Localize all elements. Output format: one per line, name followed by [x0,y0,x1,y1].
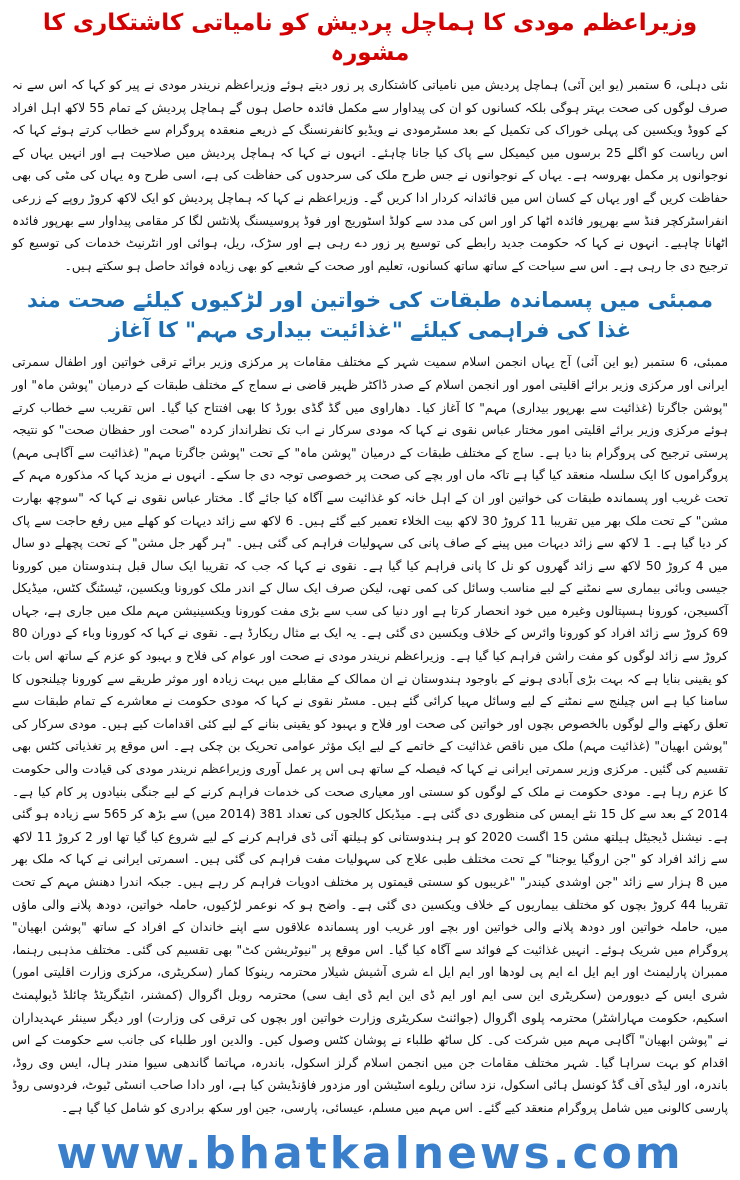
article-2-headline: ممبئی میں پسماندہ طبقات کی خواتین اور لڑکیوں کیلئے صحت مند غذا کی فراہمی کیلئے "غذائیت بیداری مہم" کا آغاز [26,288,714,343]
article-1-headline: وزیراعظم مودی کا ہماچل پردیش کو نامیاتی کاشتکاری کا مشورہ [42,10,698,66]
article-2-body: ممبئی، 6 ستمبر (یو این آئی) آج یہاں انجمن اسلام سمیت شہر کے مختلف مقامات پر مرکزی وزیر برائے ترقی خواتین اور اطفال سمرتی ایرانی اور مرکزی وزیر برائے اقلیتی امور اور انجمن اسلام کے صدر ڈاکٹر ظہیر قاضی نے سماج کے مختلف طبقات کے درمیان "پوشن ماہ" اور "پوشن جاگرتا (غذائیت سے بھرپور بیداری) مہم" کا آغاز کیا۔ دھاراوی میں گڈ گڈی بورڈ کا بھی افتتاح کیا گیا۔ اس تقریب سے خطاب کرتے ہوئے مرکزی وزیر برائے اقلیتی امور مختار عباس نقوی نے کہا کہ مودی سرکار نے اب تک نظرانداز کردہ "صحت اور حفظان صحت" کو نتیجہ پرستی ترجیح کی پروگرام بنا دیا ہے۔ ساج کے مختلف طبقات کے درمیان "پوشن ماہ" کے تحت "پوشن جاگرتا مہم" (غذائیت سے آگاہی مہم) پروگراموں کا ایک سلسلہ منعقد کیا گیا ہے تاکہ ماں اور بچے کی صحت پر خصوصی توجہ دی جا سکے۔ انہوں نے مزید کہا کہ مذکورہ مہم کے تحت غریب اور پسماندہ طبقات کی خواتین اور ان کے اہل خانہ کو غذائیت سے آگاہ کیا جائے گا۔ مختار عباس نقوی نے کہا کہ "سوچھ بھارت مشن" کے تحت ملک بھر میں تقریبا 11 کروڑ 30 لاکھ بیت الخلاء تعمیر کیے گئے ہیں۔ 6 لاکھ سے زائد دیہات کو کھلے میں رفع حاجت سے پاک کر دیا گیا ہے۔ 1 لاکھ سے زائد دیہات میں پینے کے صاف پانی کی سہولیات فراہم کی گئی ہیں۔ "ہر گھر جل مشن" کے تحت پچھلے دو سال میں 4 کروڑ 50 لاکھ سے زائد گھروں کو نل کا پانی فراہم کیا گیا ہے۔ نقوی نے کہا کہ جب کہ تقریبا ایک سال قبل ہندوستان میں کورونا جیسی وبائی بیماری سے نمٹنے کے لیے مناسب وسائل کی کمی تھی، لیکن صرف ایک سال کے اندر ملک کورونا ویکسین، ٹیسٹنگ کٹس، میڈیکل آکسیجن، کورونا ہسپتالوں وغیرہ میں خود انحصار کرتا ہے اور دنیا کی سب سے بڑی مفت کورونا ویکسینیشن مہم ملک میں جاری ہے، جہاں 69 کروڑ سے زائد افراد کو کورونا وائرس کے خلاف ویکسین دی گئی ہے۔ یہ ایک بے مثال ریکارڈ ہے۔ نقوی نے کہا کہ کورونا وباء کے دوران 80 کروڑ سے زائد لوگوں کو مفت راشن فراہم کیا گیا ہے۔ وزیراعظم نریندر مودی نے صحت اور عوام کی فلاح و بہبود کو عزم کے ساتھ اس بات کو یقینی بنایا ہے کہ بہت بڑی آبادی ہونے کے باوجود ہندوستان نے ان ممالک کے مقابلے میں بہت زیادہ اور موثر طریقے سے کورونا چیلنجوں کا سامنا کیا ہے اس چیلنج سے نمٹنے کے لیے وسائل مہیا کرائی گئے ہیں۔ مسٹر نقوی نے کہا کہ مودی حکومت نے معاشرے کے تمام طبقات سے تعلق رکھنے والے لوگوں بالخصوص بچوں اور خواتین کی صحت اور فلاح و بہبود کو یقینی بنانے کے لیے کئی اقدامات کیے ہیں۔ مودی سرکار کی "پوشن ابھیان" (غذائیت مہم) ملک میں ناقص غذائیت کے خاتمے کے لیے ایک مؤثر عوامی تحریک بن چکی ہے۔ اس موقع پر تغذیاتی کٹس بھی تقسیم کی گئیں۔ مرکزی وزیر سمرتی ایرانی نے کہا کہ فیصلہ کے ساتھ ہی اس پر عمل آوری وزیراعظم نریندر مودی کی قیادت والی حکومت کا عزم رہا ہے۔ مودی حکومت نے ملک کے لوگوں کو سستی اور معیاری صحت کی خدمات فراہم کرنے کے لیے جنگی بنیادوں پر کام کیا ہے۔ 2014 کے بعد سے کل 15 نئے ایمس کی منظوری دی گئی ہے۔ میڈیکل کالجوں کی تعداد 381 (2014 میں) سے بڑھ کر 565 سے زیادہ ہو گئی ہے۔ نیشنل ڈیجیٹل ہیلتھ مشن 15 اگست 2020 کو ہر ہندوستانی کو ہیلتھ آئی ڈی فراہم کرنے کے لیے شروع کیا گیا تھا اور 2 کروڑ 11 لاکھ سے زائد افراد کو "جن اروگیا یوجنا" کے تحت مختلف طبی علاج کی سہولیات مفت فراہم کی گئی ہیں۔ اسمرتی ایرانی نے کہا کہ ملک بھر میں 8 ہزار سے زائد "جن اوشدی کیندر" "غریبوں کو سستی قیمتوں پر مختلف ادویات فراہم کر رہے ہیں۔ جبکہ اندرا دھنش مہم کے تحت تقریبا 44 کروڑ بچوں کو مختلف بیماریوں کے خلاف ویکسین دی گئی ہے۔ واضح ہو کہ نوعمر لڑکیوں، حاملہ خواتین، دودھ پلانے والی ماؤں میں، حاملہ خواتین اور دودھ پلانے والی خواتین اور بچے اور غریب اور پسماندہ علاقوں سے اپنے خاندان کے افراد کے ساتھ "پوشن ابھیان" پروگرام میں شریک ہوئے۔ انہیں غذائیت کے فوائد سے آگاہ کیا گیا۔ اس موقع پر "نیوٹریشن کٹ" بھی تقسیم کی گئی۔ مختلف مذہبی رہنما، ممبران پارلیمنٹ اور ایم ایل اے ایم پی لودھا اور ایم ایل اے شری آشیش شیلار محترمہ رینوکا کمار (سکریٹری، مرکزی وزارت اقلیتی امور) شری ایس کے دیوورمن (سکریٹری این سی ایم اور ایم ڈی این ایم ڈی ایف سی) محترمہ روبل اگروال (کمشنر، انٹیگریٹڈ چائلڈ ڈیولپمنٹ اسکیم، حکومت مہاراشٹر) محترمہ پلوی اگروال (جوائنٹ سکریٹری وزارت خواتین اور بچوں کی ترقی کی وزارت) اور دیگر سینئر عہدیداران نے "پوشن ابھیان" آگاہی مہم میں شرکت کی۔ کل ساٹھ طلباء نے پوشان کٹس وصول کیں۔ والدین اور طلباء کی جانب سے حکومت کے اس اقدام کو بہت سراہا گیا۔ شہر مختلف مقامات جن میں انجمن اسلام گرلز اسکول، باندرہ، مہاتما گاندھی سیوا مندر ہال، ایس وی روڈ، باندرہ، اور لیڈی آف گڈ کونسل ہائی اسکول، نزد سائن ریلوے اسٹیشن اور مزدور فاؤنڈیشن کیا ہے، اور دادا صاحب انسٹی ٹیوٹ، فردوسی روڈ پارسی کالونی میں شامل پروگرام منعقد کیے گئے۔ اس مہم میں مسلم، عیسائی، پارسی، جین اور سکھ برادری کو شامل کیا گیا ہے۔ [12,355,729,1115]
site-watermark: www.bhatkalnews.com [56,1128,684,1179]
article-1-body: نئی دہلی، 6 ستمبر (یو این آئی) ہماچل پردیش میں نامیاتی کاشتکاری پر زور دیتے ہوئے وزیراعظم نریندر مودی نے پیر کو کہا کہ اس سے نہ صرف لوگوں کی صحت بہتر ہوگی بلکہ کسانوں کو ان کی پیداوار سے مکمل فائدہ حاصل ہوں گے ہماچل پردیش کے تمام 55 لاکھ اہل افراد کے کووڈ ویکسین کی پہلی خوراک کی تکمیل کے بعد مسٹرمودی نے ویڈیو کانفرنسنگ کے ذریعے منعقدہ پروگرام سے خطاب کرتے ہوئے کہا کہ اس ریاست کو اگلے 25 برسوں میں کیمیکل سے پاک کیا جانا چاہئے۔ انہوں نے کہا کہ ہماچل پردیش میں صلاحیت ہے اور انہیں یہاں کے نوجوانوں پر مکمل بھروسہ ہے۔ یہاں کے نوجوانوں نے جس طرح ملک کی سرحدوں کی حفاظت کی ہے، اسی طرح وہ یہاں کی مٹی کی بھی حفاظت کریں گے اور یہاں کے کسان اس میں قائدانہ کردار ادا کریں گے۔ وزیراعظم نے کہا کہ ہماچل پردیش کو ایک لاکھ کروڑ روپے کے زرعی انفراسٹرکچر فنڈ سے بھرپور فائدہ اٹھا کر اور اس کی مدد سے کولڈ اسٹوریج اور فوڈ پروسیسنگ پلانٹس لگا کر مقامی پیداوار سے بھرپور فائدہ اٹھانا چاہیے۔ انہوں نے کہا کہ حکومت جدید رابطے کی توسیع پر زور دے رہی ہے اور سڑک، ریل، ہوائی اور انٹرنیٹ خدمات کی توسیع کو ترجیح دی جا رہی ہے۔ اس سے سیاحت کے ساتھ ساتھ کسانوں، تعلیم اور صحت کے شعبے کو بھی زیادہ فوائد حاصل ہو سکتے ہیں۔ [12,78,728,273]
